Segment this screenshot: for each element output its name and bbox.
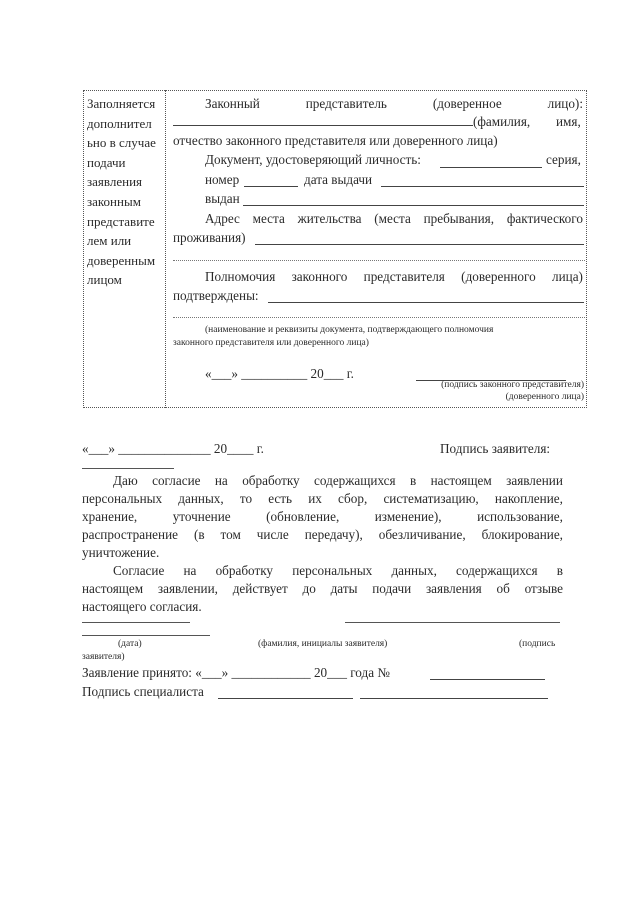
side-label-line: доверенным [87, 252, 156, 268]
side-label-line: подачи [87, 154, 126, 170]
consent-validity-line: настоящем заявлении, действует до даты подачи заявления об отзыве [82, 581, 563, 596]
applicant-signature-label: Подпись заявителя: [440, 441, 551, 456]
specialist-signature-label: Подпись специалиста [82, 684, 204, 699]
signature-line[interactable] [345, 622, 560, 623]
doc-number-field[interactable] [244, 174, 298, 187]
side-label-line: заявления [87, 174, 143, 190]
date-signature-line[interactable] [82, 622, 190, 623]
consent-line: Даю согласие на обработку содержащихся в настоящем заявлении [113, 473, 563, 488]
consent-line: уничтожение. [82, 545, 160, 560]
applicant-signature-line[interactable] [82, 468, 174, 469]
rep-name-word: имя, [556, 114, 581, 129]
doc-type-field[interactable] [440, 155, 542, 168]
authority-field[interactable] [268, 290, 584, 303]
side-label-line: Заполняется [87, 96, 156, 111]
doc-series-label: серия, [546, 152, 581, 167]
side-label-line: законным [87, 193, 141, 209]
caption-date: (дата) [118, 639, 142, 649]
doc-label: Документ, удостоверяющий личность: [205, 152, 421, 167]
address-heading: Адрес места жительства (места пребывания, фактического [205, 211, 583, 226]
specialist-name-field[interactable] [360, 686, 548, 699]
side-label-line: ьно в случае [87, 135, 156, 151]
side-label-line: лицом [87, 272, 122, 288]
doc-issued-by-label: выдан [205, 191, 240, 206]
address-extra-line[interactable] [173, 260, 585, 261]
caption-signature-cont: заявителя) [82, 652, 125, 662]
doc-issued-by-field[interactable] [243, 193, 584, 206]
table-column-divider [165, 90, 166, 408]
caption-signature: (подпись [519, 639, 556, 649]
side-label [87, 94, 162, 290]
name-line[interactable] [82, 635, 210, 636]
doc-issue-date-label: дата выдачи [304, 172, 373, 187]
consent-line: распространение (в том числе передачу), обезличивание, блокирование, [82, 527, 563, 542]
address-field[interactable] [255, 232, 584, 245]
rep-date: «___» __________ 20___ г. [205, 366, 354, 381]
side-label-line: лем или [87, 233, 132, 249]
rep-signature-caption: (подпись законного представителя) [441, 380, 584, 390]
doc-issue-date-field[interactable] [381, 174, 584, 187]
authority-label: подтверждены: [173, 288, 259, 303]
authority-extra-line[interactable] [173, 317, 585, 318]
authority-caption: законного представителя или доверенного лица) [173, 338, 369, 348]
specialist-signature-field[interactable] [218, 686, 353, 699]
side-label-line: представите [87, 213, 155, 229]
consent-line: персональных данных, то есть их сбор, систематизацию, накопление, [82, 491, 563, 506]
registration-number-field[interactable] [430, 667, 545, 680]
authority-heading: Полномочия законного представителя (доверенного лица) [205, 269, 583, 284]
consent-validity-line: Согласие на обработку персональных данных, содержащихся в [113, 563, 563, 578]
rep-name-field[interactable] [173, 113, 473, 126]
applicant-date: «___» ______________ 20____ г. [82, 441, 264, 456]
rep-heading: Законный представитель (доверенное лицо): [205, 96, 583, 111]
address-label: проживания) [173, 230, 246, 245]
side-label-line: дополнител [87, 115, 152, 131]
consent-validity-line: настоящего согласия. [82, 599, 202, 614]
doc-number-label: номер [205, 172, 240, 187]
accepted-label: Заявление принято: «___» ____________ 20___ года № [82, 665, 390, 680]
rep-name-caption: отчество законного представителя или доверенного лица) [173, 133, 498, 148]
rep-signature-caption: (доверенного лица) [505, 392, 584, 402]
rep-name-line: (фамилия, [173, 113, 530, 131]
caption-name: (фамилия, инициалы заявителя) [258, 639, 388, 649]
consent-line: хранение, уточнение (обновление, изменение), использование, [82, 509, 563, 524]
authority-caption: (наименование и реквизиты документа, подтверждающего полномочия [205, 325, 494, 335]
